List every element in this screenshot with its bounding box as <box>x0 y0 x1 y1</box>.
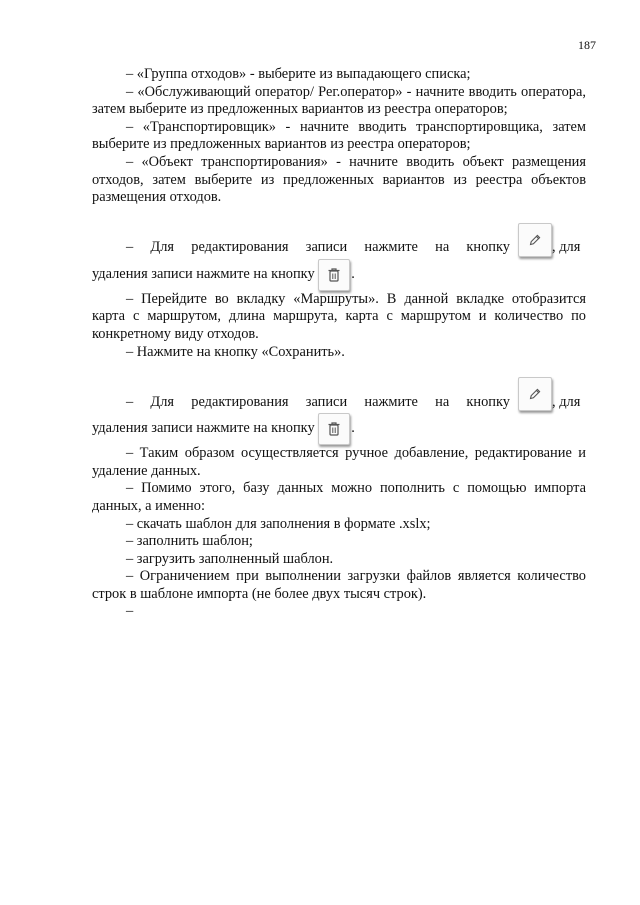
trash-icon <box>327 421 341 437</box>
paragraph-save: – Нажмите на кнопку «Сохранить». <box>126 343 345 360</box>
paragraph-waste-group: – «Группа отходов» - выберите из выпадающего списка; <box>126 66 471 82</box>
paragraph-edit-delete-1 <box>92 223 586 257</box>
paragraph-delete-line-1 <box>92 259 586 291</box>
paragraph-transport-object: – «Объект транспортирования» - начните вводить объект размещения отходов, затем выберите из предложенных вариантов из реестра объектов размещения отходов. <box>92 153 586 206</box>
paragraph-fill-template: – заполнить шаблон; <box>126 533 253 550</box>
delete-instruction-text: удаления записи нажмите на кнопку <box>92 420 315 437</box>
page-number: 187 <box>578 38 596 52</box>
delete-button-icon <box>318 259 350 291</box>
paragraph-import-limit: – Ограничением при выполнении загрузки файлов является количество строк в шаблоне импорта (не более двух тысяч строк). <box>92 568 586 602</box>
paragraph-upload-template: – загрузить заполненный шаблон. <box>126 550 334 567</box>
edit-button-icon <box>518 223 552 257</box>
delete-button-icon <box>318 413 350 445</box>
trash-icon <box>327 267 341 283</box>
edit-instruction-suffix: , для <box>552 239 581 256</box>
paragraph-empty-dash: – <box>126 603 134 620</box>
paragraph-delete-line-2 <box>92 413 586 445</box>
delete-instruction-suffix: . <box>351 420 355 437</box>
edit-instruction-text: – Для редактирования записи нажмите на кнопку <box>126 393 510 410</box>
spacer <box>92 207 586 223</box>
pencil-icon <box>528 387 542 401</box>
document-body <box>92 66 586 621</box>
edit-instruction-text: – Для редактирования записи нажмите на кнопку <box>126 239 510 256</box>
paragraph-edit-delete-2 <box>92 377 586 411</box>
delete-instruction-suffix: . <box>351 265 355 282</box>
edit-instruction-suffix: , для <box>552 393 581 410</box>
paragraph-import-intro: – Помимо этого, базу данных можно пополнить с помощью импорта данных, а именно: <box>92 480 586 514</box>
edit-button-icon <box>518 377 552 411</box>
paragraph-routes-tab: – Перейдите во вкладку «Маршруты». В данной вкладке отобразится карта с маршрутом, длина маршрута, карта с маршрутом и количество по конкретному виду отходов. <box>92 290 586 342</box>
delete-instruction-text: удаления записи нажмите на кнопку <box>92 265 315 282</box>
paragraph-transporter: – «Транспортировщик» - начните вводить транспортировщика, затем выберите из предложенных вариантов из реестра операторов; <box>92 118 586 153</box>
paragraph-operator: – «Обслуживающий оператор/ Рег.оператор» - начните вводить оператора, затем выберите из предложенных вариантов из реестра операторов; <box>92 83 586 118</box>
spacer <box>92 361 586 377</box>
pencil-icon <box>528 233 542 247</box>
paragraph-summary: – Таким образом осуществляется ручное добавление, редактирование и удаление данных. <box>92 445 586 479</box>
paragraph-download-template: – скачать шаблон для заполнения в формате .xslx; <box>126 515 431 532</box>
